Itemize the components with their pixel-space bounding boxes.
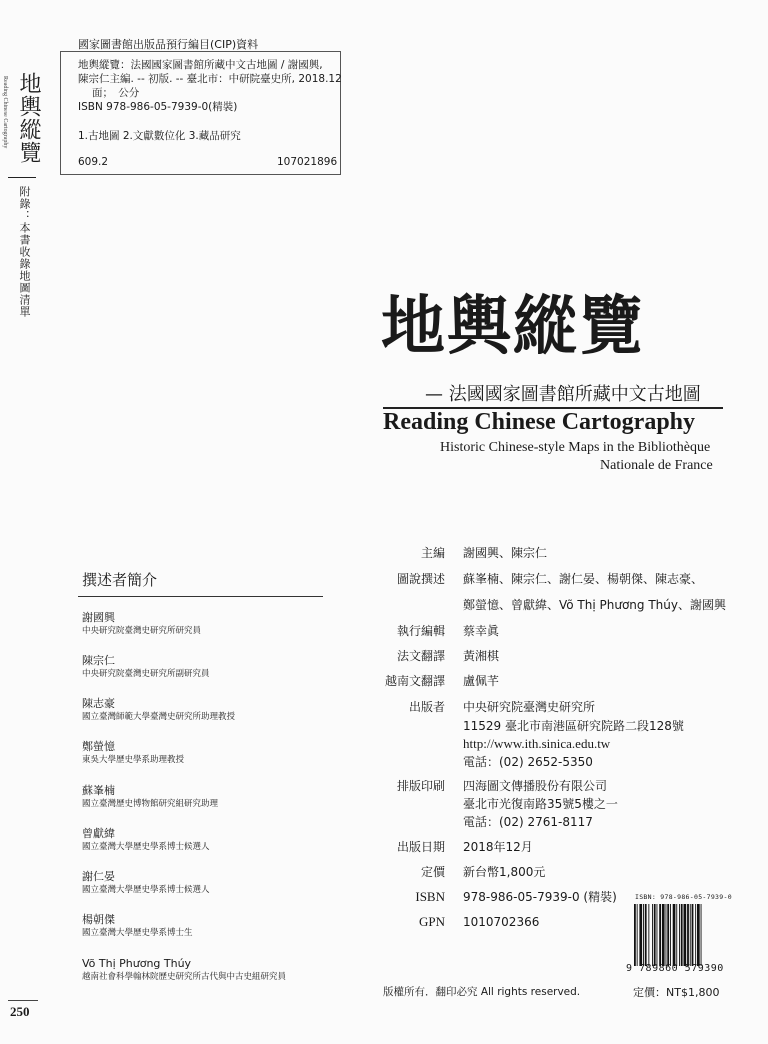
book-subtitle-english: Nationale de France (600, 458, 713, 473)
author-name: 謝仁晏 (82, 870, 115, 883)
barcode-bar (679, 904, 680, 966)
barcode-bar (639, 904, 642, 966)
author-affiliation: 中央研究院臺灣史研究所研究員 (82, 626, 202, 636)
barcode-bar (673, 904, 676, 966)
cip-isbn: ISBN 978-986-05-7939-0(精裝) (78, 101, 238, 113)
credit-label: 排版印刷 (396, 779, 445, 793)
author-name: 楊朝傑 (82, 913, 115, 926)
cip-record-number: 107021896 (277, 156, 338, 168)
credit-value: 蔡幸眞 (463, 624, 500, 638)
author-name: 曾獻緯 (82, 827, 115, 840)
credit-value: 中央研究院臺灣史研究所 (463, 700, 596, 714)
author-name: 謝國興 (82, 611, 115, 624)
book-subtitle-chinese: — 法國國家圖書館所藏中文古地圖 (425, 384, 701, 405)
book-title-english: Reading Chinese Cartography (383, 409, 696, 435)
spine-divider (8, 177, 36, 178)
credit-label: 主編 (420, 546, 445, 560)
credit-label: 越南文翻譯 (384, 674, 445, 688)
barcode-bar (670, 904, 671, 966)
author-name: 陳志豪 (82, 697, 115, 710)
author-affiliation: 國立臺灣大學歷史學系博士候選人 (82, 842, 210, 852)
barcode-bar (643, 904, 644, 966)
credit-value: 電話：(02) 2652-5350 (463, 755, 593, 769)
credit-value: 盧佩芊 (463, 674, 500, 688)
credit-label: 定價 (420, 865, 445, 879)
author-entry (82, 696, 332, 724)
barcode-bar (645, 904, 647, 966)
author-affiliation: 東吳大學歷史學系助理教授 (82, 755, 185, 765)
credit-label: GPN (418, 914, 445, 929)
authors-divider (78, 596, 323, 597)
author-affiliation: 中央研究院臺灣史研究所副研究員 (82, 669, 210, 679)
credit-label: 出版日期 (396, 840, 445, 854)
author-affiliation: 國立臺灣歷史博物館研究組研究助理 (82, 799, 219, 809)
author-entry (82, 739, 332, 767)
barcode-bar (666, 904, 667, 966)
author-entry (82, 826, 332, 854)
barcode-bar (634, 904, 636, 966)
barcode-isbn-text: ISBN: 978-986-05-7939-0 (635, 893, 732, 901)
credit-value: 鄭螢憶、曾獻緯、Võ Thị Phương Thúy、謝國興 (463, 598, 726, 612)
credit-value: 臺北市光復南路35號5樓之一 (463, 797, 618, 811)
publisher-url[interactable]: http://www.ith.sinica.edu.tw (463, 736, 611, 751)
author-affiliation: 越南社會科學翰林院歷史研究所古代與中古史組研究員 (82, 972, 287, 982)
cip-line: 面； 公分 (92, 87, 140, 99)
spine-english-title: Reading Chinese Cartography (2, 76, 8, 149)
rights-notice: 版權所有．翻印必究 All rights reserved. (383, 986, 581, 998)
credit-value: 蘇峯楠、陳宗仁、謝仁晏、楊朝傑、陳志豪、 (463, 572, 704, 586)
cip-line: 陳宗仁主編. -- 初版. -- 臺北市：中研院臺史所, 2018.12 (78, 73, 342, 85)
barcode-bar (676, 904, 677, 966)
cip-subjects: 1.古地圖 2.文獻數位化 3.藏品研究 (78, 130, 241, 142)
barcode-digits: 9 789860 579390 (626, 963, 724, 974)
author-entry (82, 869, 332, 897)
page-number: 250 (10, 1004, 30, 1019)
barcode-bar (648, 904, 649, 966)
barcode-bar (684, 904, 687, 966)
credit-value: 電話：(02) 2761-8117 (463, 815, 593, 829)
credit-label: 出版者 (408, 700, 445, 714)
author-affiliation: 國立臺灣大學歷史學系博士生 (82, 928, 193, 938)
cip-classification: 609.2 (78, 156, 109, 168)
author-affiliation: 國立臺灣大學歷史學系博士候選人 (82, 885, 210, 895)
author-name: 蘇峯楠 (82, 784, 115, 797)
book-title-chinese: 地輿縱覽 (381, 289, 645, 364)
cip-heading: 國家圖書館出版品預行編目(CIP)資料 (78, 38, 259, 51)
cip-line: 地輿縱覽：法國國家圖書館所藏中文古地圖 / 謝國興, (78, 59, 323, 71)
credit-label: 圖說撰述 (396, 572, 445, 586)
barcode-bar (687, 904, 689, 966)
barcode-bar (695, 904, 696, 966)
credit-value: 黃湘棋 (463, 649, 500, 663)
credit-label: 執行編輯 (396, 624, 445, 638)
barcode-bar (662, 904, 665, 966)
credit-label: 法文翻譯 (396, 649, 445, 663)
credit-value: 謝國興、陳宗仁 (463, 546, 548, 560)
author-entry (82, 912, 332, 940)
author-name: 鄭螢憶 (82, 740, 115, 753)
book-subtitle-english: Historic Chinese-style Maps in the Bibliothèque (440, 440, 711, 455)
author-affiliation: 國立臺灣師範大學臺灣史研究所助理教授 (82, 712, 236, 722)
barcode-bar (701, 904, 702, 966)
barcode-bar (692, 904, 694, 966)
authors-heading: 撰述者簡介 (82, 571, 158, 589)
barcode-price: 定價：NT$1,800 (633, 986, 720, 999)
author-entry (82, 610, 332, 638)
barcode-bar (654, 904, 656, 966)
credit-value: 1010702366 (463, 915, 540, 929)
author-name: 陳宗仁 (82, 654, 115, 667)
spine-section-title: 附錄：本書收錄地圖清單 (18, 186, 31, 318)
barcode-bar (667, 904, 669, 966)
barcode-bar (681, 904, 683, 966)
author-name: Võ Thị Phương Thúy (82, 957, 192, 970)
credit-value: 2018年12月 (463, 840, 533, 854)
barcode (633, 904, 723, 966)
author-entry (82, 783, 332, 811)
page-number-rule (8, 1000, 38, 1001)
barcode-bar (690, 904, 691, 966)
spine-title: 地輿縱覽 (16, 72, 41, 164)
author-entry (82, 653, 332, 681)
barcode-bar (657, 904, 658, 966)
credit-value: 四海圖文傳播股份有限公司 (463, 779, 608, 793)
credit-value: 11529 臺北市南港區研究院路二段128號 (463, 719, 684, 733)
credit-label: ISBN (415, 889, 445, 904)
barcode-bar (697, 904, 700, 966)
credit-value: 新台幣1,800元 (463, 865, 546, 879)
barcode-bar (659, 904, 661, 966)
barcode-bar (637, 904, 638, 966)
credit-value: 978-986-05-7939-0 (精裝) (463, 890, 617, 904)
author-entry (82, 956, 332, 984)
barcode-bar (652, 904, 653, 966)
